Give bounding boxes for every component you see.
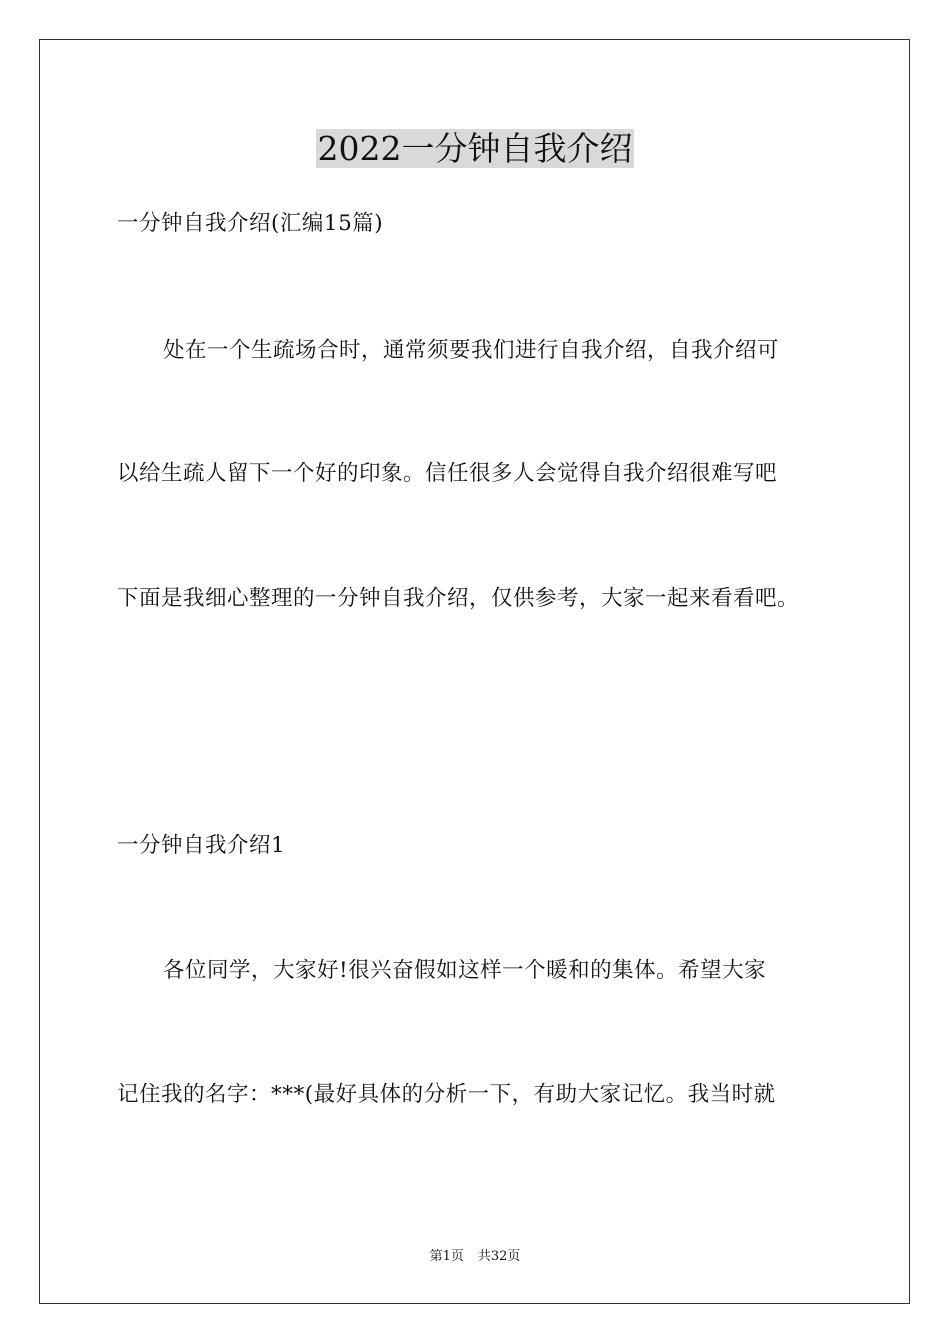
document-subtitle: 一分钟自我介绍(汇编15篇) bbox=[117, 211, 384, 236]
paragraph-line: 各位同学，大家好!很兴奋假如这样一个暖和的集体。希望大家 bbox=[163, 958, 767, 983]
page-number-total: 共32页 bbox=[477, 1249, 521, 1264]
page-number-current: 第1页 bbox=[429, 1249, 464, 1264]
paragraph-line: 记住我的名字：***(最好具体的分析一下，有助大家记忆。我当时就 bbox=[117, 1082, 776, 1107]
document-title bbox=[0, 126, 950, 172]
paragraph-line: 处在一个生疏场合时，通常须要我们进行自我介绍，自我介绍可 bbox=[163, 338, 780, 363]
paragraph-line: 以给生疏人留下一个好的印象。信任很多人会觉得自我介绍很难写吧 bbox=[117, 461, 778, 486]
document-title-text: 2022一分钟自我介绍 bbox=[317, 129, 633, 168]
page-footer bbox=[0, 1248, 950, 1266]
section-heading: 一分钟自我介绍1 bbox=[117, 833, 286, 858]
paragraph-line: 下面是我细心整理的一分钟自我介绍，仅供参考，大家一起来看看吧。 bbox=[117, 586, 800, 611]
